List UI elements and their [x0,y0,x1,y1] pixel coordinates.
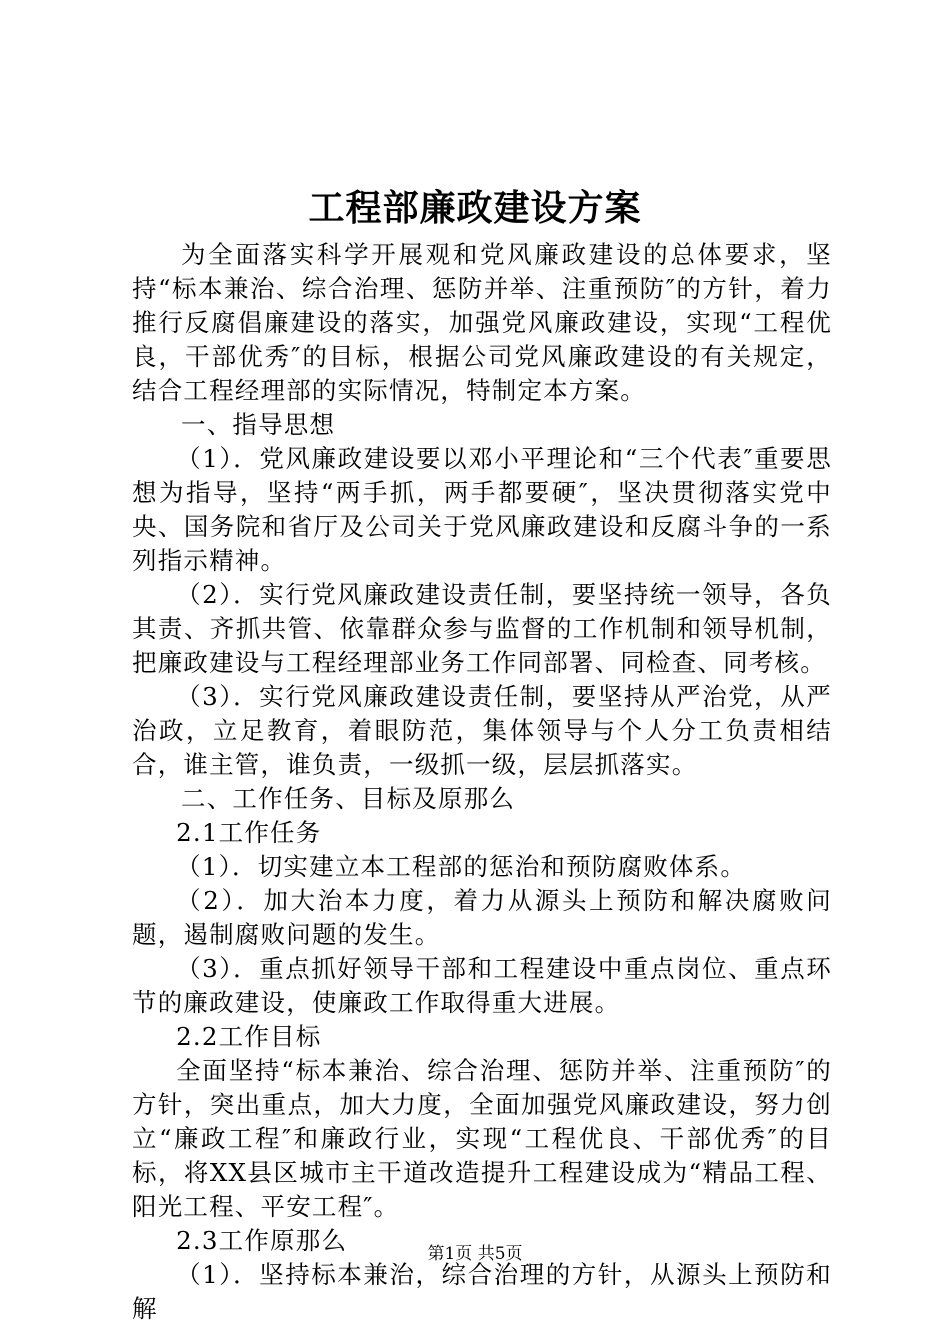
section-heading-guiding-ideology: 一、指导思想 [181,410,336,439]
intro-paragraph: 为全面落实科学开展观和党风廉政建设的总体要求，坚持“标本兼治、综合治理、惩防并举、注重预防″的方针，着力推行反腐倡廉建设的落实，加强党风廉政建设，实现“工程优良，干部优秀″的目标，根据公司党风廉政建设的有关规定，结合工程经理部的实际情况，特制定本方案。 [132,240,832,405]
section-heading-tasks-goals-principles: 二、工作任务、目标及原那么 [181,784,516,813]
task-item-1: （1）．切实建立本工程部的惩治和预防腐败体系。 [176,852,747,881]
guiding-item-1: （1）．党风廉政建设要以邓小平理论和“三个代表″重要思想为指导，坚持“两手抓，两手都要硬″，坚决贯彻落实党中央、国务院和省厅及公司关于党风廉政建设和反腐斗争的一系列指示精神。 [132,444,832,575]
task-item-2: （2）．加大治本力度，着力从源头上预防和解决腐败问题，遏制腐败问题的发生。 [132,886,832,949]
guiding-item-3: （3）．实行党风廉政建设责任制，要坚持从严治党，从严治政，立足教育，着眼防范，集体领导与个人分工负责相结合，谁主管，谁负责，一级抓一级，层层抓落实。 [132,682,832,779]
guiding-item-2: （2）．实行党风廉政建设责任制，要坚持统一领导，各负其责、齐抓共管、依靠群众参与监督的工作机制和领导机制，把廉政建设与工程经理部业务工作同部署、同检查、同考核。 [132,580,832,677]
subsection-heading-work-principles: 2.3工作原那么 [176,1226,348,1255]
page-footer: 第1页 共5页 [427,1244,523,1264]
document-body [132,238,832,1326]
document-title: 工程部廉政建设方案 [308,187,642,229]
task-item-3: （3）．重点抓好领导干部和工程建设中重点岗位、重点环节的廉政建设，使廉政工作取得重大进展。 [132,954,832,1017]
subsection-heading-work-goals: 2.2工作目标 [176,1022,322,1051]
subsection-heading-work-tasks: 2.1工作任务 [176,818,322,847]
goals-paragraph: 全面坚持“标本兼治、综合治理、惩防并举、注重预防″的方针，突出重点，加大力度，全面加强党风廉政建设，努力创立“廉政工程″和廉政行业，实现“工程优良、干部优秀″的目标，将XX县区城市主干道改造提升工程建设成为“精品工程、阳光工程、平安工程″。 [132,1056,832,1221]
principle-item-1: （1）．坚持标本兼治，综合治理的方针，从源头上预防和解 [132,1260,832,1323]
